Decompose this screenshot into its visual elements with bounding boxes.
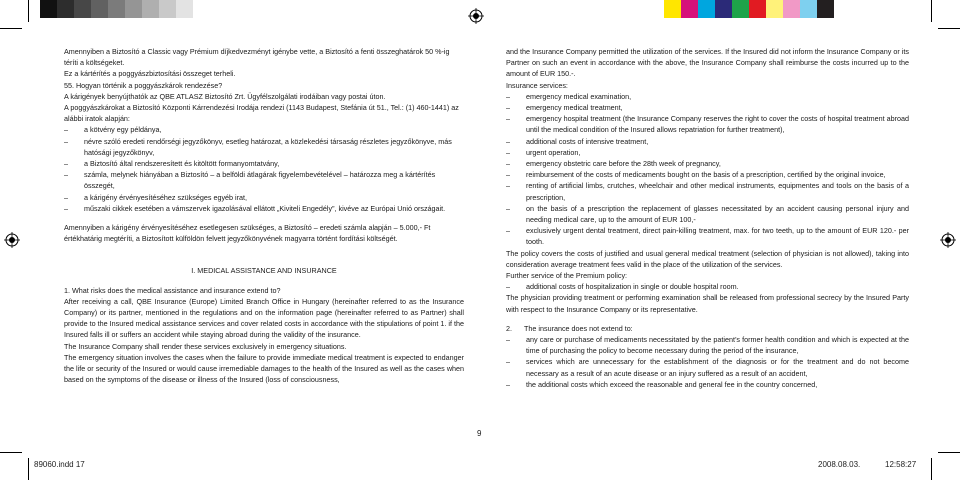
registration-mark-icon — [940, 232, 956, 248]
list-item: – on the basis of a prescription the replacement of glasses necessitated by an accident causing personal injury and needing medical care, up to the amount of EUR 100,- — [506, 203, 909, 225]
color-swatch — [800, 0, 817, 18]
paragraph: Amennyiben a Biztosító a Classic vagy Prémium díjkedvezményt igénybe vette, a Biztosító a fenti összeghatárok 50 %-ig téríti a költségeket. — [64, 47, 450, 68]
gray-swatch — [57, 0, 74, 18]
color-swatch — [664, 0, 681, 18]
list-item: – the additional costs which exceed the reasonable and general fee in the country concerned, — [506, 379, 909, 390]
list-item: – műszaki cikkek esetében a vámszervek igazolásával ellátott „Kiviteli Engedély”, kivéve az Európai Unió országait. — [64, 203, 464, 214]
right-column — [506, 46, 909, 390]
paragraph: The Insurance Company shall render these services exclusively in emergency situations. — [64, 341, 347, 351]
list-item: – számla, melynek hiányában a Biztosító – a belföldi átlagárak figyelembevételével – határozza meg a kártérítés összegét, — [64, 169, 464, 191]
color-swatch — [698, 0, 715, 18]
color-swatch — [732, 0, 749, 18]
left-column — [64, 46, 464, 385]
list-item: – services which are unnecessary for the establishment of the diagnosis or for the treatment and do not become necessary as a result of an acute disease or an injury suffered as a result of an accident, — [506, 356, 909, 378]
list-label: Insurance services: — [506, 80, 568, 90]
gray-swatch — [40, 0, 57, 18]
gray-swatch — [142, 0, 159, 18]
section-title: I. MEDICAL ASSISTANCE AND INSURANCE — [191, 266, 337, 276]
gray-swatch — [91, 0, 108, 18]
slug-time: 12:58:27 — [885, 460, 917, 469]
registration-mark-icon — [468, 8, 484, 24]
list-item: – additional costs of intensive treatment, — [506, 136, 909, 147]
list-item: – renting of artificial limbs, crutches, wheelchair and other medical instruments, equipmentes and tools on the basis of a prescription, — [506, 180, 909, 202]
list-item: – emergency medical treatment, — [506, 102, 909, 113]
slug-filename: 89060.indd 17 — [34, 460, 85, 469]
trim-mark — [0, 452, 22, 453]
list-label: Further service of the Premium policy: — [506, 271, 628, 281]
list-item: – any care or purchase of medicaments necessitated by the patient’s former health condition and which is expected at the time of purchasing the policy to become necessary during the period of the insurance, — [506, 334, 909, 356]
slug-date: 2008.08.03. — [818, 460, 861, 469]
paragraph: Ez a kártérítés a poggyászbiztosítási összeget terheli. — [64, 69, 236, 79]
trim-mark — [938, 452, 960, 453]
color-swatch — [817, 0, 834, 18]
gray-swatch — [176, 0, 193, 18]
gray-swatch — [159, 0, 176, 18]
trim-mark — [938, 28, 960, 29]
list-item: – reimbursement of the costs of medicaments bought on the basis of a prescription, certified by the original invoice, — [506, 169, 909, 180]
trim-mark — [0, 28, 22, 29]
trim-mark — [28, 458, 29, 480]
trim-mark — [931, 458, 932, 480]
color-swatch — [749, 0, 766, 18]
list-item: – a kötvény egy példánya, — [64, 124, 464, 135]
color-swatch — [766, 0, 783, 18]
paragraph: The policy covers the costs of justified and usual general medical treatment (selection of physician is not allowed), taking into consideration average treatment fees valid in the place of the utilization of the services. — [506, 248, 909, 269]
paragraph: and the Insurance Company permitted the utilization of the services. If the Insured did not inform the Insurance Company or its Partner on such an event in accordance with the above, the Insurance Company shall reimburse the costs incurred up to the amount of EUR 150.-. — [506, 47, 909, 79]
list-item: – urgent operation, — [506, 147, 909, 158]
gray-swatch — [125, 0, 142, 18]
color-swatch — [715, 0, 732, 18]
paragraph: A poggyászkárokat a Biztosító Központi Kárrendezési Irodája rendezi (1143 Budapest, Stefánia út 51., Tel.: (1) 460-1441) az alábbi iratok alapján: — [64, 103, 459, 124]
paragraph: Amennyiben a kárigény érvényesítéséhez esetlegesen szükséges, a Biztosító – eredeti számla alapján – 5.000,- Ft értékhatárig megtéríti, a Biztosított külföldön felvett jegyzőkönyvének magyarra történt fordítási költségét. — [64, 223, 431, 244]
color-bar — [664, 0, 834, 18]
list-item: – exclusively urgent dental treatment, direct pain-killing treatment, max. for two teeth, up to the amount of EUR 120.- per tooth. — [506, 225, 909, 247]
question-heading — [506, 323, 909, 334]
color-swatch — [681, 0, 698, 18]
trim-mark — [931, 0, 932, 22]
list-item: – additional costs of hospitalization in single or double hospital room. — [506, 281, 909, 292]
list-item: – névre szóló eredeti rendőrségi jegyzőkönyv, esetleg határozat, a közlekedési társaság részletes jegyzőkönyve, más hatósági jegyzőkönyv, — [64, 136, 464, 158]
paragraph: The physician providing treatment or performing examination shall be released from professional secrecy by the Insured Party with respect to the Insurance Company or its representative. — [506, 293, 909, 314]
list-item: – a kárigény érvényesítéséhez szükséges egyéb irat, — [64, 192, 464, 203]
question-title: The insurance does not extend to: — [524, 323, 633, 333]
paragraph: After receiving a call, QBE Insurance (Europe) Limited Branch Office in Hungary (hereinafter referred to as the Insurance Company) or its partner, mentioned in the regulations and on the information page (hereinafter referred to as Partner) shall provide to the Insured medical assistance services and cover related costs in accordance with the stipulations of point 1. if the Insured falls ill or suffers an accident while staying abroad during the validity of the insurance. — [64, 296, 464, 340]
section-heading: 55. Hogyan történik a poggyászkárok rendezése? — [64, 80, 223, 90]
gray-swatch — [74, 0, 91, 18]
list-item: – emergency obstetric care before the 28th week of pregnancy, — [506, 158, 909, 169]
question-number: 2. — [506, 323, 512, 333]
list-item: – a Biztosító által rendszeresített és kitöltött formanyomtatvány, — [64, 158, 464, 169]
grayscale-bar — [40, 0, 193, 18]
page-number: 9 — [477, 429, 482, 438]
list-item: – emergency hospital treatment (the Insurance Company reserves the right to cover the costs of hospital treatment abroad until the medical condition of the Insured allows repatriation for further treatment), — [506, 113, 909, 135]
paragraph: The emergency situation involves the cases when the failure to provide immediate medical treatment is expected to endanger the life or security of the Insured or would cause irremediable damages to the health of the Insured as well as the cases when based on the symptoms of the disease or illness of the Insured (loss of consciousness, — [64, 352, 464, 385]
question-heading: 1. What risks does the medical assistance and insurance extend to? — [64, 285, 281, 295]
registration-mark-icon — [4, 232, 20, 248]
color-swatch — [783, 0, 800, 18]
paragraph: A kárigények benyújthatók az QBE ATLASZ Biztosító Zrt. Ügyfélszolgálati irodáiban vagy postai úton. — [64, 91, 386, 101]
list-item: – emergency medical examination, — [506, 91, 909, 102]
trim-mark — [28, 0, 29, 22]
gray-swatch — [108, 0, 125, 18]
